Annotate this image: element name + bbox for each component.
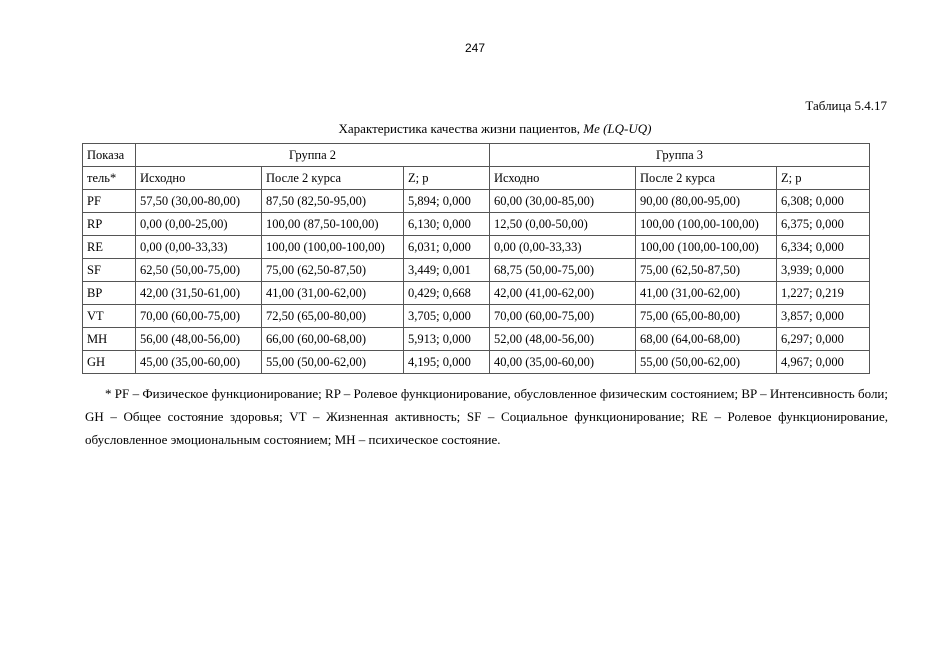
- table-row: [83, 351, 870, 374]
- value-cell: 56,00 (48,00-56,00): [136, 328, 262, 351]
- value-cell: 100,00 (100,00-100,00): [636, 236, 777, 259]
- table-row: [83, 190, 870, 213]
- value-cell: 75,00 (62,50-87,50): [636, 259, 777, 282]
- value-cell: 6,308; 0,000: [777, 190, 870, 213]
- table-row: [83, 305, 870, 328]
- footnote: * PF – Физическое функционирование; RP – Ролевое функционирование, обусловленное физическим состоянием; BP – Интенсивность боли; GH – Общее состояние здоровья; VT – Жизненная активность; SF – Социальное функционирование; RE – Ролевое функционирование, обусловленное эмоциональным состоянием; MH – психическое состояние.: [85, 386, 888, 447]
- value-cell: 6,297; 0,000: [777, 328, 870, 351]
- table-caption: [0, 121, 950, 137]
- subheader-g3-after: После 2 курса: [636, 167, 777, 190]
- subheader-g3-zp: Z; p: [777, 167, 870, 190]
- header-group3: Группа 3: [490, 144, 870, 167]
- value-cell: 75,00 (65,00-80,00): [636, 305, 777, 328]
- value-cell: 87,50 (82,50-95,00): [262, 190, 404, 213]
- value-cell: 0,00 (0,00-25,00): [136, 213, 262, 236]
- value-cell: 0,00 (0,00-33,33): [136, 236, 262, 259]
- value-cell: 6,031; 0,000: [404, 236, 490, 259]
- subheader-g2-baseline: Исходно: [136, 167, 262, 190]
- quality-of-life-table: [82, 143, 870, 374]
- value-cell: 90,00 (80,00-95,00): [636, 190, 777, 213]
- caption-italic: Me (LQ-UQ): [583, 121, 652, 136]
- value-cell: 40,00 (35,00-60,00): [490, 351, 636, 374]
- value-cell: 75,00 (62,50-87,50): [262, 259, 404, 282]
- header-indicator-line2: тель*: [83, 167, 136, 190]
- header-group2: Группа 2: [136, 144, 490, 167]
- value-cell: 6,375; 0,000: [777, 213, 870, 236]
- table-label: Таблица 5.4.17: [805, 98, 887, 113]
- page-number: 247: [464, 41, 486, 55]
- caption-text: Характеристика качества жизни пациентов,: [338, 121, 584, 136]
- subheader-g2-zp: Z; p: [404, 167, 490, 190]
- value-cell: 5,913; 0,000: [404, 328, 490, 351]
- indicator-cell: MH: [83, 328, 136, 351]
- value-cell: 70,00 (60,00-75,00): [490, 305, 636, 328]
- value-cell: 68,75 (50,00-75,00): [490, 259, 636, 282]
- value-cell: 42,00 (31,50-61,00): [136, 282, 262, 305]
- indicator-cell: VT: [83, 305, 136, 328]
- value-cell: 12,50 (0,00-50,00): [490, 213, 636, 236]
- value-cell: 3,705; 0,000: [404, 305, 490, 328]
- indicator-cell: BP: [83, 282, 136, 305]
- table-row: [83, 328, 870, 351]
- value-cell: 0,429; 0,668: [404, 282, 490, 305]
- value-cell: 6,130; 0,000: [404, 213, 490, 236]
- value-cell: 45,00 (35,00-60,00): [136, 351, 262, 374]
- header-row-subheaders: [83, 167, 870, 190]
- value-cell: 5,894; 0,000: [404, 190, 490, 213]
- indicator-cell: SF: [83, 259, 136, 282]
- subheader-g3-baseline: Исходно: [490, 167, 636, 190]
- value-cell: 66,00 (60,00-68,00): [262, 328, 404, 351]
- indicator-cell: PF: [83, 190, 136, 213]
- table-row: [83, 236, 870, 259]
- value-cell: 60,00 (30,00-85,00): [490, 190, 636, 213]
- value-cell: 52,00 (48,00-56,00): [490, 328, 636, 351]
- value-cell: 70,00 (60,00-75,00): [136, 305, 262, 328]
- value-cell: 100,00 (87,50-100,00): [262, 213, 404, 236]
- value-cell: 3,939; 0,000: [777, 259, 870, 282]
- value-cell: 4,967; 0,000: [777, 351, 870, 374]
- value-cell: 55,00 (50,00-62,00): [636, 351, 777, 374]
- header-row-groups: [83, 144, 870, 167]
- table-row: [83, 282, 870, 305]
- subheader-g2-after: После 2 курса: [262, 167, 404, 190]
- table-row: [83, 213, 870, 236]
- indicator-cell: RE: [83, 236, 136, 259]
- value-cell: 57,50 (30,00-80,00): [136, 190, 262, 213]
- value-cell: 6,334; 0,000: [777, 236, 870, 259]
- value-cell: 72,50 (65,00-80,00): [262, 305, 404, 328]
- value-cell: 3,857; 0,000: [777, 305, 870, 328]
- indicator-cell: GH: [83, 351, 136, 374]
- value-cell: 68,00 (64,00-68,00): [636, 328, 777, 351]
- value-cell: 41,00 (31,00-62,00): [636, 282, 777, 305]
- value-cell: 100,00 (100,00-100,00): [262, 236, 404, 259]
- header-indicator-line1: Показа: [83, 144, 136, 167]
- value-cell: 41,00 (31,00-62,00): [262, 282, 404, 305]
- value-cell: 4,195; 0,000: [404, 351, 490, 374]
- value-cell: 0,00 (0,00-33,33): [490, 236, 636, 259]
- value-cell: 1,227; 0,219: [777, 282, 870, 305]
- table-row: [83, 259, 870, 282]
- value-cell: 62,50 (50,00-75,00): [136, 259, 262, 282]
- value-cell: 55,00 (50,00-62,00): [262, 351, 404, 374]
- indicator-cell: RP: [83, 213, 136, 236]
- value-cell: 42,00 (41,00-62,00): [490, 282, 636, 305]
- value-cell: 3,449; 0,001: [404, 259, 490, 282]
- value-cell: 100,00 (100,00-100,00): [636, 213, 777, 236]
